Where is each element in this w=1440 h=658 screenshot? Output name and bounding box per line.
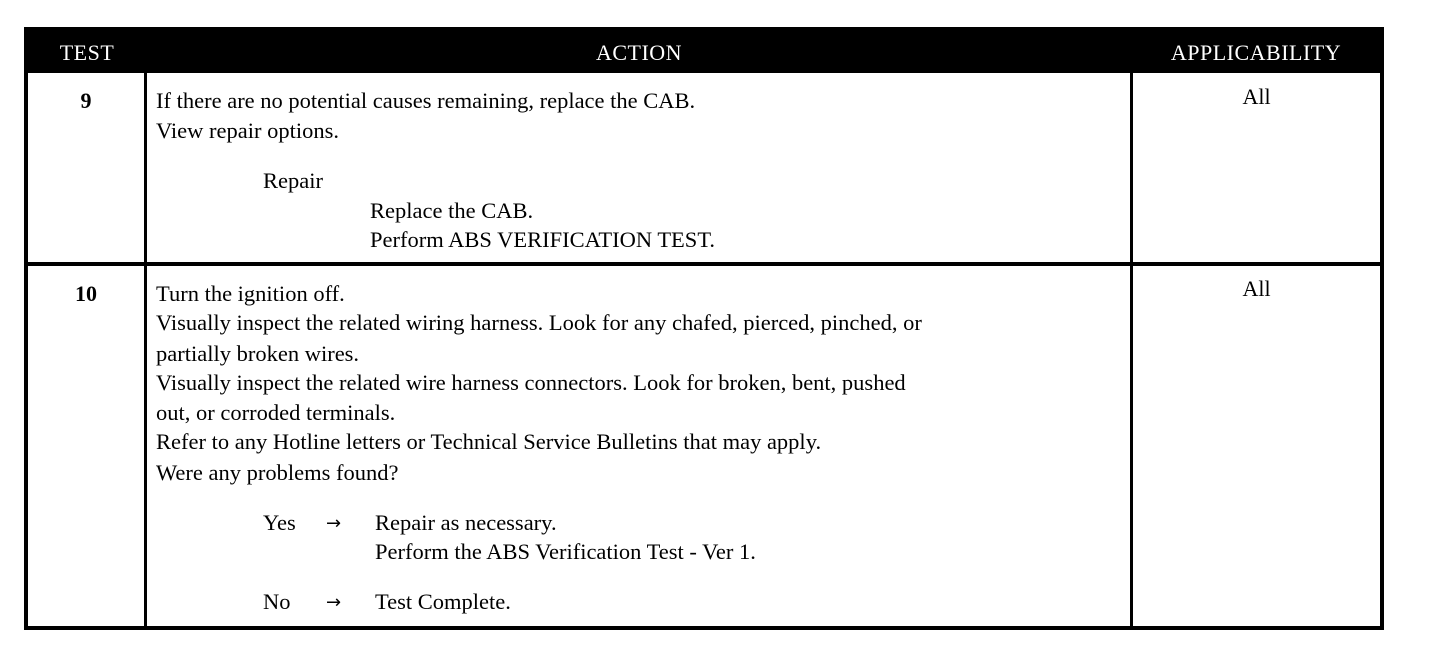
diagnostic-table xyxy=(24,27,1384,630)
table-header xyxy=(28,31,1380,73)
action-line: Were any problems found? xyxy=(156,460,399,485)
action-line: Visually inspect the related wiring harness. Look for any chafed, pierced, pinched, or xyxy=(156,310,922,335)
test-number: 9 xyxy=(80,88,92,113)
repair-line: Replace the CAB. xyxy=(370,198,534,223)
action-line: out, or corroded terminals. xyxy=(156,400,396,425)
no-line: Test Complete. xyxy=(375,589,511,614)
header-applicability: APPLICABILITY xyxy=(1170,40,1342,65)
header-action: ACTION xyxy=(595,40,683,65)
yes-line: Repair as necessary. xyxy=(375,510,557,535)
test-number: 10 xyxy=(75,281,97,306)
applicability-value: All xyxy=(1242,84,1271,109)
column-divider xyxy=(1130,73,1133,626)
column-divider xyxy=(144,73,147,626)
action-line: Refer to any Hotline letters or Technical Service Bulletins that may apply. xyxy=(156,429,822,454)
right-arrow-icon: → xyxy=(326,513,342,534)
yes-label: Yes xyxy=(263,510,296,535)
repair-line: Perform ABS VERIFICATION TEST. xyxy=(370,227,716,252)
action-line: Visually inspect the related wire harness connectors. Look for broken, bent, pushed xyxy=(156,370,906,395)
action-line: Turn the ignition off. xyxy=(156,281,345,306)
action-line: View repair options. xyxy=(156,118,339,143)
repair-label: Repair xyxy=(263,168,323,193)
right-arrow-icon: → xyxy=(326,592,342,613)
no-label: No xyxy=(263,589,291,614)
row-divider xyxy=(28,262,1380,266)
applicability-value: All xyxy=(1242,276,1271,301)
action-line: If there are no potential causes remaining, replace the CAB. xyxy=(156,88,696,113)
action-line: partially broken wires. xyxy=(156,341,360,366)
yes-line: Perform the ABS Verification Test - Ver 1. xyxy=(375,539,756,564)
header-test: TEST xyxy=(59,40,115,65)
